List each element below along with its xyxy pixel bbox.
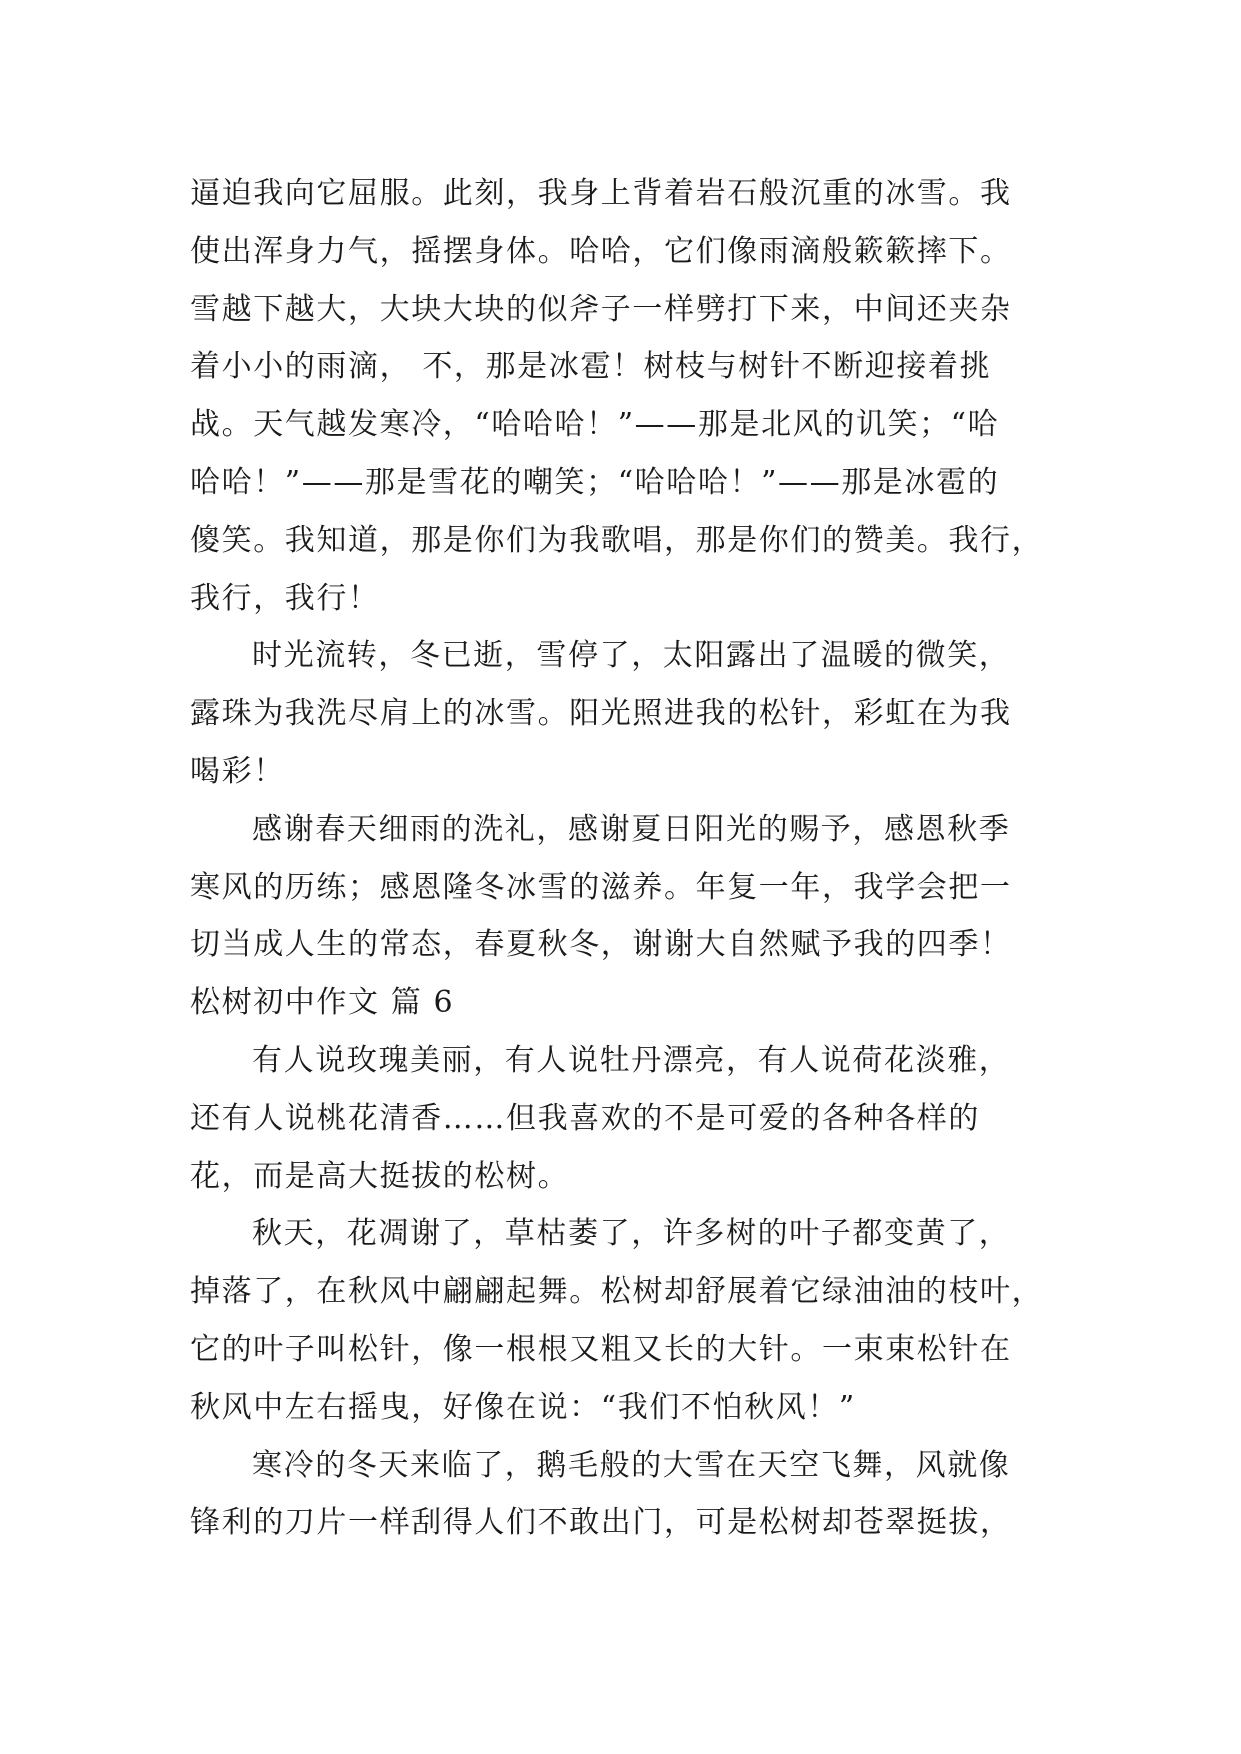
text-line: 傻笑。我知道，那是你们为我歌唱，那是你们的赞美。我行， (190, 522, 1044, 558)
text-line: 切当成人生的常态，春夏秋冬，谢谢大自然赋予我的四季！ (190, 927, 1012, 963)
paragraph-first-line: 秋天，花凋谢了，草枯萎了，许多树的叶子都变黄了， (252, 1216, 1011, 1252)
text-line: 还有人说桃花清香……但我喜欢的不是可爱的各种各样的 (190, 1100, 980, 1136)
section-heading: 松树初中作文 篇 6 (190, 985, 455, 1021)
text-line: 锋利的刀片一样刮得人们不敢出门，可是松树却苍翠挺拔， (190, 1505, 1012, 1541)
text-line: 着小小的雨滴， 不，那是冰雹！树枝与树针不断迎接着挑 (190, 349, 992, 385)
text-line: 哈哈！”——那是雪花的嘲笑；“哈哈哈！”——那是冰雹的 (190, 464, 1000, 500)
text-line: 使出浑身力气，摇摆身体。哈哈，它们像雨滴般簌簌摔下。 (190, 233, 1012, 269)
text-line: 战。天气越发寒冷，“哈哈哈！”——那是北风的讥笑；“哈 (190, 407, 1000, 443)
paragraph-first-line: 有人说玫瑰美丽，有人说牡丹漂亮，有人说荷花淡雅， (252, 1042, 1011, 1078)
paragraph-first-line: 感谢春天细雨的洗礼，感谢夏日阳光的赐予，感恩秋季 (252, 811, 1011, 847)
text-line: 喝彩！ (190, 753, 285, 789)
text-line: 我行，我行！ (190, 580, 380, 616)
text-line: 花，而是高大挺拔的松树。 (190, 1158, 570, 1194)
text-line: 露珠为我洗尽肩上的冰雪。阳光照进我的松针，彩虹在为我 (190, 696, 1012, 732)
text-line: 雪越下越大，大块大块的似斧子一样劈打下来，中间还夹杂 (190, 291, 1012, 327)
essay-body (190, 165, 1070, 1552)
text-line: 它的叶子叫松针，像一根根又粗又长的大针。一束束松针在 (190, 1331, 1012, 1367)
text-line: 掉落了，在秋风中翩翩起舞。松树却舒展着它绿油油的枝叶， (190, 1274, 1044, 1310)
text-line: 秋风中左右摇曳，好像在说：“我们不怕秋风！” (190, 1389, 856, 1425)
paragraph-first-line: 时光流转，冬已逝，雪停了，太阳露出了温暖的微笑， (252, 638, 1011, 674)
text-line: 寒风的历练；感恩隆冬冰雪的滋养。年复一年，我学会把一 (190, 869, 1012, 905)
text-line: 逼迫我向它屈服。此刻，我身上背着岩石般沉重的冰雪。我 (190, 176, 1012, 211)
paragraph-first-line: 寒冷的冬天来临了，鹅毛般的大雪在天空飞舞，风就像 (252, 1447, 1011, 1483)
